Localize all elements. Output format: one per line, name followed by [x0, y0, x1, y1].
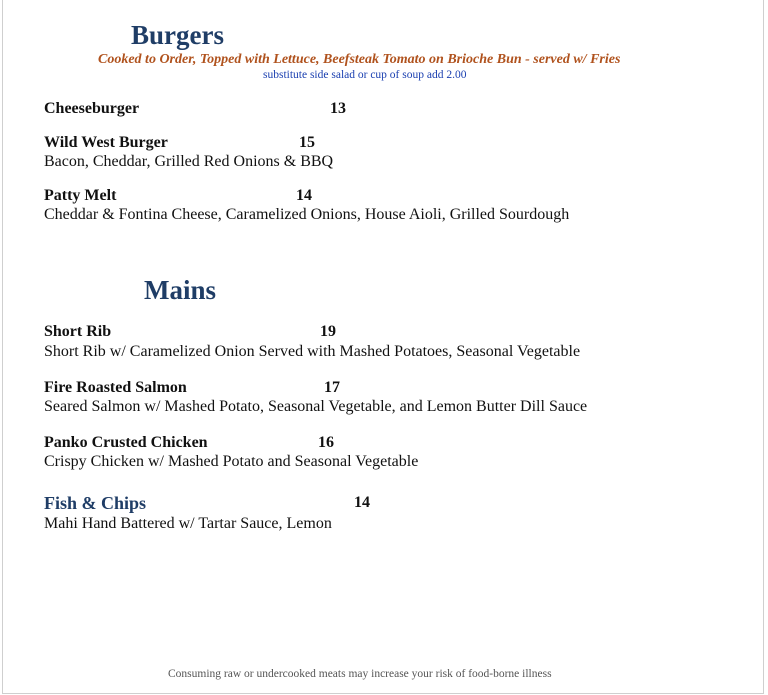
menu-item-name: Panko Crusted Chicken	[44, 434, 208, 451]
menu-item-description: Cheddar & Fontina Cheese, Caramelized Onions, House Aioli, Grilled Sourdough	[44, 206, 570, 223]
menu-item-description: Mahi Hand Battered w/ Tartar Sauce, Lemon	[44, 515, 332, 532]
menu-item-price: 15	[299, 134, 315, 151]
menu-item-name: Fire Roasted Salmon	[44, 379, 187, 396]
menu-item-price: 14	[354, 494, 370, 511]
menu-item-price: 13	[330, 100, 346, 117]
menu-item-name: Fish & Chips	[44, 493, 147, 513]
menu-item-price: 17	[324, 379, 340, 396]
menu-item-description: Seared Salmon w/ Mashed Potato, Seasonal Vegetable, and Lemon Butter Dill Sauce	[44, 398, 588, 415]
menu-item-price: 16	[318, 434, 334, 451]
burgers-heading: Burgers	[131, 20, 224, 50]
menu-item-description: Bacon, Cheddar, Grilled Red Onions & BBQ	[44, 153, 334, 170]
menu-item-description: Crispy Chicken w/ Mashed Potato and Seasonal Vegetable	[44, 453, 419, 470]
menu-item-name: Patty Melt	[44, 187, 117, 204]
burgers-substitution-note: substitute side salad or cup of soup add 2.00	[263, 69, 467, 81]
menu-item-description: Short Rib w/ Caramelized Onion Served with Mashed Potatoes, Seasonal Vegetable	[44, 343, 581, 360]
mains-heading: Mains	[144, 275, 217, 305]
burgers-subtitle: Cooked to Order, Topped with Lettuce, Beefsteak Tomato on Brioche Bun - served w/ Fries	[98, 52, 621, 67]
menu-item-name: Short Rib	[44, 323, 112, 340]
food-safety-disclaimer: Consuming raw or undercooked meats may increase your risk of food-borne illness	[168, 668, 552, 680]
menu-item-price: 19	[320, 323, 336, 340]
menu-item-name: Wild West Burger	[44, 134, 168, 151]
menu-item-name: Cheeseburger	[44, 100, 140, 117]
menu-item-price: 14	[296, 187, 312, 204]
